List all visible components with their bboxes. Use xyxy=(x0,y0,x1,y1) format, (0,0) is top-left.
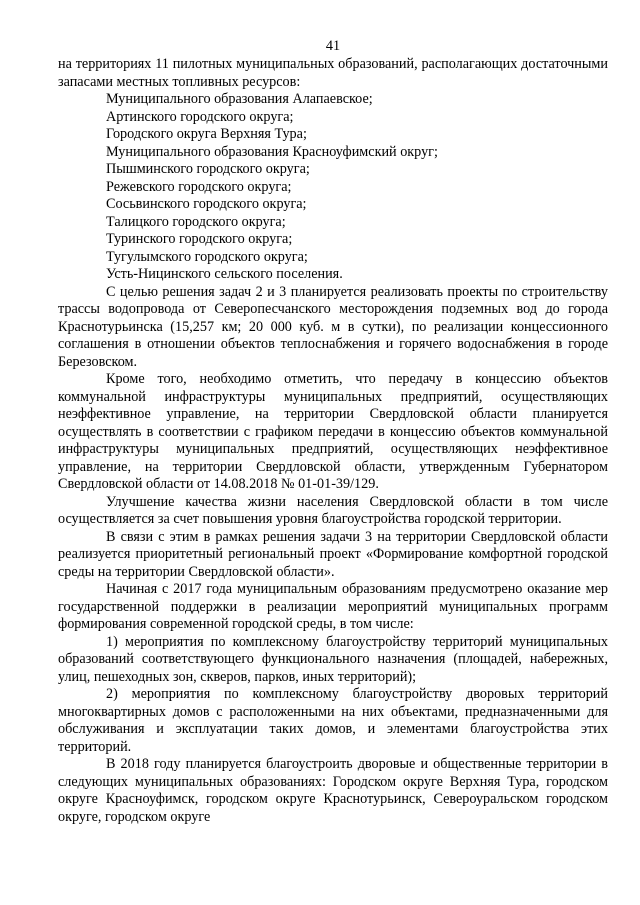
list-item: Городского округа Верхняя Тура; xyxy=(106,126,307,142)
list-item: Усть-Ницинского сельского поселения. xyxy=(106,266,343,282)
list-item: Режевского городского округа; xyxy=(106,178,292,195)
paragraph-2018-plans: В 2018 году планируется благоустроить дворовые и общественные территории в следующих муниципальных образованиях: Городском округе Верхняя Тура, городском округе Красноуфимск, городском округе Краснотурьинск, Североуральском городском округе, городском округе xyxy=(58,756,608,825)
intro-paragraph: на территориях 11 пилотных муниципальных образований, располагающих достаточными запасами местных топливных ресурсов: xyxy=(58,56,608,90)
paragraph-measure-1: 1) мероприятия по комплексному благоустройству территорий муниципальных образований соответствующего функционального назначения (площадей, набережных, улиц, пешеходных зон, скверов, парков, иных территорий); xyxy=(58,633,608,685)
paragraph-state-support: Начиная с 2017 года муниципальным образованиям предусмотрено оказание мер государственной поддержки в реализации мероприятий муниципальных программ формирования современной городской среды, в том числе: xyxy=(58,581,608,632)
page-number: 41 xyxy=(325,38,341,54)
document-page xyxy=(58,0,608,826)
paragraph-concession: Кроме того, необходимо отметить, что передачу в концессию объектов коммунальной инфраструктуры муниципальных предприятий, осуществляющих неэффективное управление, на территории Свердловской области планируется осуществлять в соответствии с графиком передачи в концессию объектов коммунальной инфраструктуры муниципальных предприятий, осуществляющих неэффективное управление, на территории Свердловской области, утвержденным Губернатором Свердловской области от 14.08.2018 № 01-01-39/129. xyxy=(58,371,608,492)
list-item: Тугулымского городского округа; xyxy=(106,248,308,265)
paragraph-measure-2: 2) мероприятия по комплексному благоустройству дворовых территорий многоквартирных домов с расположенными на них объектами, предназначенными для обслуживания и эксплуатации таких домов, и элементами благоустройства этих территорий. xyxy=(58,686,608,755)
list-item: Пышминского городского округа; xyxy=(106,161,310,177)
list-item: Талицкого городского округа; xyxy=(106,213,286,230)
list-item: Туринского городского округа; xyxy=(106,231,293,247)
list-item: Артинского городского округа; xyxy=(106,108,294,125)
municipality-list xyxy=(58,91,608,284)
list-item: Сосьвинского городского округа; xyxy=(106,196,307,212)
paragraph-regional-project: В связи с этим в рамках решения задачи 3 на территории Свердловской области реализуется приоритетный региональный проект «Формирование комфортной городской среды на территории Свердловской области». xyxy=(58,528,608,580)
list-item: Муниципального образования Алапаевское; xyxy=(106,91,373,107)
paragraph-water-pipeline: С целью решения задач 2 и 3 планируется реализовать проекты по строительству трассы водопровода от Северопесчанского месторождения подземных вод до города Краснотурьинска (15,257 км; 20 000 куб. м в сутки), по реализации концессионного соглашения в отношении объектов теплоснабжения и горячего водоснабжения в городе Березовском. xyxy=(58,283,608,370)
list-item: Муниципального образования Красноуфимский округ; xyxy=(106,143,438,160)
paragraph-quality-of-life: Улучшение качества жизни населения Свердловской области в том числе осуществляется за счет повышения уровня благоустройства городской территории. xyxy=(58,493,608,527)
